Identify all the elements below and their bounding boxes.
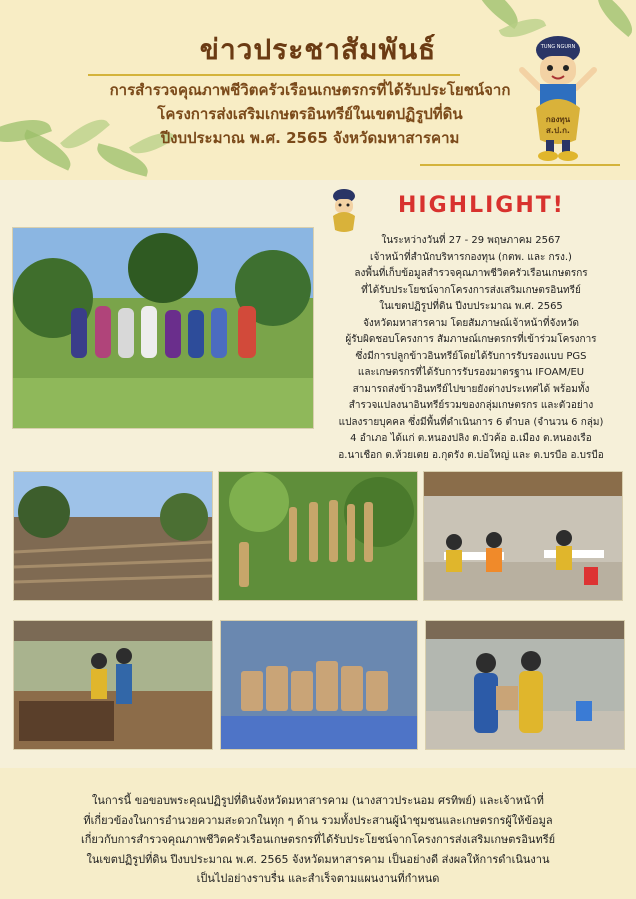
highlight-line: 4 อำเภอ ได้แก่ ต.หนองปลิง ต.บัวค้อ อ.เมือง ต.หนองเรือ [350,433,592,444]
highlight-paragraph [316,233,626,464]
footer-line: ที่เกี่ยวข้องในการอำนวยความสะดวกในทุก ๆ ด้าน รวมทั้งประสานผู้นำชุมชนและเกษตรกรผู้ให้ข้อมูล [83,813,553,827]
highlight-line: ในเขตปฏิรูปที่ดิน ปีงบประมาณ พ.ศ. 2565 [379,301,563,312]
highlight-line: จังหวัดมหาสารคาม โดยสัมภาษณ์เจ้าหน้าที่จังหวัด [363,317,579,329]
mascot-bag-text-1: กองทุน [545,115,571,124]
footer-text [10,791,626,889]
rice-photo [218,471,418,601]
subtitle-line-3: ปีงบประมาณ พ.ศ. 2565 จังหวัดมหาสารคาม [160,129,460,147]
products-photo [13,620,213,750]
rice-bags-photo [220,620,418,750]
highlight-line: สามารถส่งข้าวอินทรีย์ไปขายยังต่างประเทศได้ พร้อมทั้ง [352,383,590,395]
group-photo [12,227,314,429]
interview-photo [425,620,625,750]
field-photo [13,471,213,601]
meeting-photo [423,471,623,601]
highlight-line: ลงพื้นที่เก็บข้อมูลสำรวจคุณภาพชีวิตครัวเรือนเกษตรกร [354,268,588,279]
mascot-cap-text: TUNG NGURN [540,44,576,50]
footer-line: เป็นไปอย่างราบรื่น และสำเร็จตามแผนงานที่กำหนด [196,872,440,885]
highlight-label: HIGHLIGHT! [398,193,565,218]
highlight-line: เจ้าหน้าที่สำนักบริหารกองทุน (กตพ. และ กรง.) [370,251,572,263]
highlight-line: สำรวจแปลงนาอินทรีย์รวมของกลุ่มเกษตรกร และตัวอย่าง [348,400,594,411]
footer-line: ในเขตปฏิรูปที่ดิน ปีงบประมาณ พ.ศ. 2565 จังหวัดมหาสารคาม เป็นอย่างดี ส่งผลให้การดำเนินงาน [86,852,550,866]
highlight-line: ในระหว่างวันที่ 27 - 29 พฤษภาคม 2567 [381,235,561,246]
footer-line: เกี่ยวกับการสำรวจคุณภาพชีวิตครัวเรือนเกษตรกรที่ได้รับประโยชน์จากโครงการส่งเสริมเกษตรอินทรีย์ [80,833,556,846]
subtitle-line-1: การสำรวจคุณภาพชีวิตครัวเรือนเกษตรกรที่ได้รับประโยชน์จาก [109,81,511,99]
highlight-line: อ.นาเชือก ต.ห้วยเตย อ.กุดรัง ต.บ่อใหญ่ และ ต.บรบือ อ.บรบือ [338,449,604,461]
mascot-small-icon [324,188,364,236]
highlight-line: และเกษตรกรที่ได้รับการรับรองมาตรฐาน IFOAM/EU [357,367,585,378]
highlight-line: ซึ่งมีการปลูกข้าวอินทรีย์โดยได้รับการรับรองแบบ PGS [355,350,587,362]
title-underline [88,74,460,76]
header-banner [0,0,636,180]
highlight-line: ที่ได้รับประโยชน์จากโครงการส่งเสริมเกษตรอินทรีย์ [361,284,581,296]
page-title: ข่าวประชาสัมพันธ์ [199,33,437,66]
highlight-line: ผู้รับผิดชอบโครงการ สัมภาษณ์เกษตรกรที่เข้าร่วมโครงการ [345,334,597,345]
mascot-illustration [512,30,604,165]
footer-line: ในการนี้ ขอขอบพระคุณปฏิรูปที่ดินจังหวัดมหาสารคาม (นางสาวประนอม ศรทิพย์) และเจ้าหน้าที่ [92,794,544,807]
subtitle-line-2: โครงการส่งเสริมเกษตรอินทรีย์ในเขตปฏิรูปที่ดิน [157,105,463,123]
highlight-line: แปลงรายบุคคล ซึ่งมีพื้นที่ดำเนินการ 6 ตำบล (จำนวน 6 กลุ่ม) [338,416,604,428]
mascot-bag-text-2: ส.ป.ก. [546,126,570,135]
